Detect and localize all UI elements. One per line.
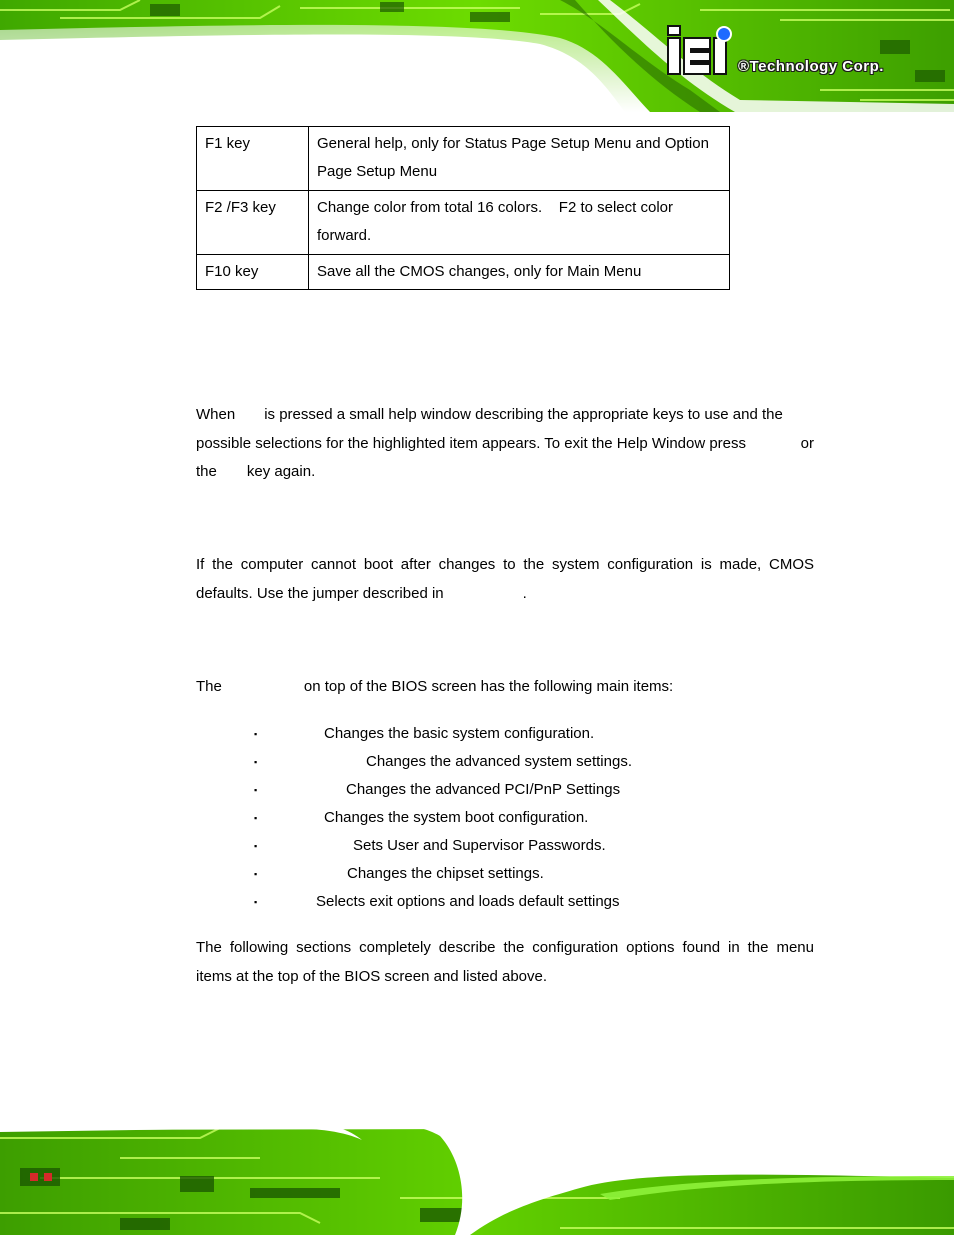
- table-row: [197, 191, 730, 255]
- description-cell: [309, 191, 730, 255]
- company-name: ®Technology Corp.: [738, 58, 884, 75]
- footer-banner: [0, 1118, 954, 1235]
- bullet-icon: ▪: [254, 897, 258, 907]
- cmos-text: If the computer cannot boot after changes to the system configuration is made, CMOS: [196, 556, 814, 573]
- list-item-text: Changes the advanced system settings.: [366, 753, 632, 770]
- list-item-text: Changes the basic system configuration.: [324, 725, 595, 742]
- bullet-icon: ▪: [254, 841, 258, 851]
- list-item-text: Sets User and Supervisor Passwords.: [353, 837, 606, 854]
- iei-logo: [666, 24, 736, 76]
- description-line: General help, only for Status Page Setup Menu and Option: [317, 135, 709, 152]
- closing-paragraph: [196, 934, 814, 991]
- cmos-text: defaults. Use the jumper described in: [196, 584, 444, 602]
- description-line: Change color from total 16 colors. F2 to select color: [317, 199, 673, 216]
- help-text: the: [196, 463, 217, 480]
- table-row: [197, 255, 730, 290]
- description-line: Page Setup Menu: [317, 163, 438, 180]
- iei-logo-icon: [666, 24, 736, 76]
- menu-intro-text: on top of the BIOS screen has the following main items:: [303, 678, 674, 695]
- help-paragraph: [196, 401, 814, 487]
- list-item-text: Changes the chipset settings.: [347, 865, 544, 882]
- function-key-table: [196, 126, 730, 290]
- closing-text: The following sections completely describe the configuration options found in the menu: [196, 939, 814, 956]
- help-text: or: [800, 434, 814, 452]
- description-cell: [309, 127, 730, 191]
- closing-text: items at the top of the BIOS screen and listed above.: [196, 967, 548, 985]
- description-line: Save all the CMOS changes, only for Main Menu: [317, 263, 642, 280]
- cmos-text: .: [522, 584, 527, 602]
- list-item-text: Changes the system boot configuration.: [324, 809, 589, 826]
- bullet-icon: ▪: [254, 785, 258, 795]
- list-item-text: Changes the advanced PCI/PnP Settings: [346, 781, 621, 798]
- help-text: When: [196, 406, 236, 423]
- table-row: [197, 127, 730, 191]
- list-item-text: Selects exit options and loads default settings: [316, 893, 620, 910]
- bullet-icon: ▪: [254, 869, 258, 879]
- bullet-icon: ▪: [254, 813, 258, 823]
- header-banner: [0, 0, 954, 112]
- menu-intro-paragraph: [196, 673, 814, 702]
- bullet-icon: ▪: [254, 729, 258, 739]
- key-cell: F1 key: [197, 127, 309, 191]
- help-text: possible selections for the highlighted item appears. To exit the Help Window press: [196, 434, 747, 452]
- key-cell: F2 /F3 key: [197, 191, 309, 255]
- cmos-paragraph: [196, 551, 814, 608]
- description-cell: [309, 255, 730, 290]
- menu-intro-text: The: [196, 678, 222, 695]
- help-text: key again.: [246, 463, 316, 480]
- description-line: forward.: [317, 227, 372, 244]
- help-text: is pressed a small help window describing the appropriate keys to use and the: [264, 406, 783, 423]
- pcb-header-graphic: [0, 0, 954, 112]
- pcb-footer-graphic: [0, 1118, 954, 1235]
- key-cell: F10 key: [197, 255, 309, 290]
- bullet-icon: ▪: [254, 757, 258, 767]
